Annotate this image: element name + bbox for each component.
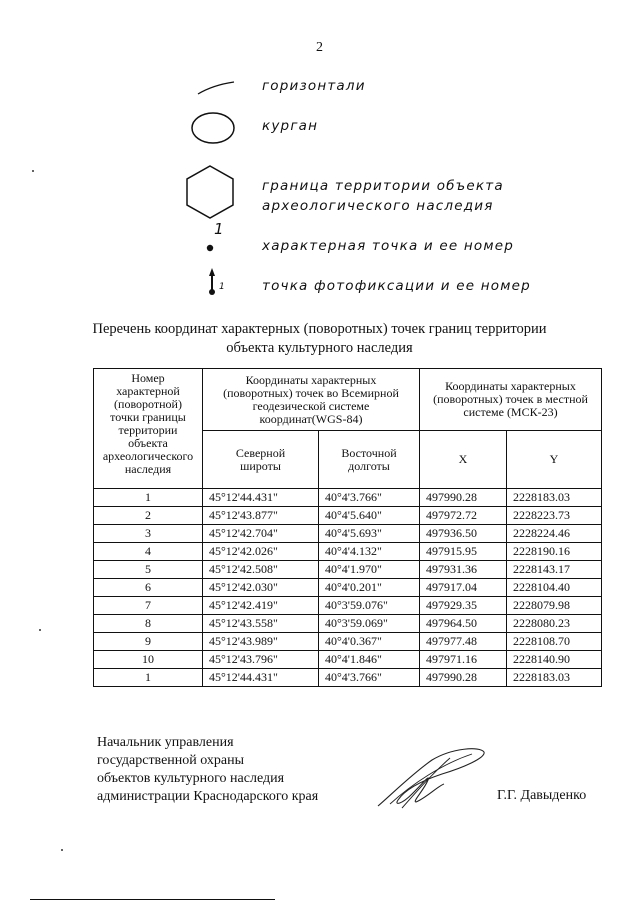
legend-label: характерная точка и ее номер (262, 238, 515, 254)
cell-point-number: 1 (94, 669, 203, 687)
cell-x: 497971.16 (420, 651, 507, 669)
legend-label: граница территории объекта археологического наследия (262, 178, 504, 214)
cell-point-number: 3 (94, 525, 203, 543)
header-point-number: Номер характерной (поворотной) точки границы территории объекта археологического наследия (94, 369, 203, 489)
header-y: Y (507, 431, 602, 489)
cell-longitude: 40°4'3.766" (319, 669, 420, 687)
cell-y: 2228108.70 (507, 633, 602, 651)
cell-longitude: 40°4'0.201" (319, 579, 420, 597)
cell-point-number: 5 (94, 561, 203, 579)
cell-x: 497929.35 (420, 597, 507, 615)
signatory-name: Г.Г. Давыденко (497, 788, 587, 803)
cell-longitude: 40°4'1.970" (319, 561, 420, 579)
cell-x: 497917.04 (420, 579, 507, 597)
cell-latitude: 45°12'42.030" (203, 579, 319, 597)
photo-point-number: 1 (219, 282, 225, 292)
cell-longitude: 40°3'59.069" (319, 615, 420, 633)
cell-longitude: 40°4'3.766" (319, 489, 420, 507)
cell-longitude: 40°4'5.693" (319, 525, 420, 543)
cell-y: 2228183.03 (507, 489, 602, 507)
cell-point-number: 10 (94, 651, 203, 669)
cell-x: 497915.95 (420, 543, 507, 561)
header-wgs84: Координаты характерных (поворотных) точек во Всемирной геодезической системе координат(WGS-84) (203, 369, 420, 431)
cell-latitude: 45°12'42.704" (203, 525, 319, 543)
cell-longitude: 40°4'5.640" (319, 507, 420, 525)
cell-latitude: 45°12'43.989" (203, 633, 319, 651)
header-north-latitude: Северной широты (203, 431, 319, 489)
cell-latitude: 45°12'42.419" (203, 597, 319, 615)
page-number: 2 (316, 40, 323, 55)
cell-latitude: 45°12'42.508" (203, 561, 319, 579)
cell-y: 2228183.03 (507, 669, 602, 687)
cell-x: 497931.36 (420, 561, 507, 579)
header-x: X (420, 431, 507, 489)
legend-label: точка фотофиксации и ее номер (262, 278, 531, 294)
cell-y: 2228080.23 (507, 615, 602, 633)
cell-point-number: 8 (94, 615, 203, 633)
cell-latitude: 45°12'43.877" (203, 507, 319, 525)
cell-x: 497990.28 (420, 489, 507, 507)
cell-x: 497964.50 (420, 615, 507, 633)
legend-label: курган (262, 118, 319, 134)
cell-x: 497990.28 (420, 669, 507, 687)
cell-latitude: 45°12'42.026" (203, 543, 319, 561)
footer-line (30, 899, 275, 900)
cell-latitude: 45°12'43.558" (203, 615, 319, 633)
cell-latitude: 45°12'44.431" (203, 489, 319, 507)
cell-x: 497936.50 (420, 525, 507, 543)
cell-y: 2228140.90 (507, 651, 602, 669)
cell-point-number: 6 (94, 579, 203, 597)
cell-x: 497977.48 (420, 633, 507, 651)
cell-latitude: 45°12'43.796" (203, 651, 319, 669)
cell-y: 2228223.73 (507, 507, 602, 525)
list-title: Перечень координат характерных (поворотных) точек границ территории объекта культурного наследия (92, 321, 547, 356)
cell-y: 2228224.46 (507, 525, 602, 543)
cell-latitude: 45°12'44.431" (203, 669, 319, 687)
cell-y: 2228190.16 (507, 543, 602, 561)
cell-x: 497972.72 (420, 507, 507, 525)
point-number: 1 (214, 220, 224, 238)
header-msk23: Координаты характерных (поворотных) точек в местной системе (МСК-23) (420, 369, 602, 431)
cell-longitude: 40°4'1.846" (319, 651, 420, 669)
cell-point-number: 7 (94, 597, 203, 615)
cell-y: 2228143.17 (507, 561, 602, 579)
cell-longitude: 40°4'0.367" (319, 633, 420, 651)
cell-y: 2228104.40 (507, 579, 602, 597)
cell-point-number: 4 (94, 543, 203, 561)
cell-longitude: 40°4'4.132" (319, 543, 420, 561)
signatory-position: Начальник управления государственной охраны объектов культурного наследия администрации Краснодарского края (97, 735, 319, 804)
cell-point-number: 9 (94, 633, 203, 651)
header-east-longitude: Восточной долготы (319, 431, 420, 489)
cell-point-number: 1 (94, 489, 203, 507)
legend-label: горизонтали (262, 78, 366, 94)
cell-longitude: 40°3'59.076" (319, 597, 420, 615)
cell-point-number: 2 (94, 507, 203, 525)
cell-y: 2228079.98 (507, 597, 602, 615)
